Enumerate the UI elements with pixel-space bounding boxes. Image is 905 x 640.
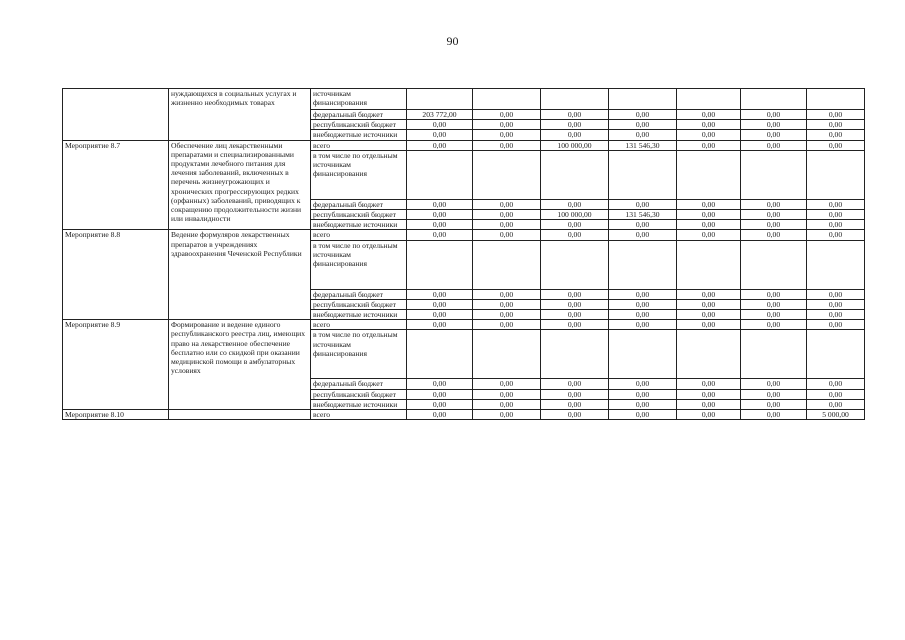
funding-source-label: внебюджетные источники: [311, 130, 407, 140]
value-cell: 0,00: [807, 199, 865, 209]
value-cell: 0,00: [609, 320, 677, 330]
value-cell: 0,00: [807, 230, 865, 240]
value-cell: 0,00: [807, 130, 865, 140]
value-cell: 0,00: [741, 320, 807, 330]
total-label: всего: [311, 230, 407, 240]
page-number: 90: [446, 34, 459, 48]
empty-cell: [807, 240, 865, 289]
value-cell: 0,00: [541, 320, 609, 330]
empty-cell: [677, 150, 741, 199]
empty-cell: [407, 150, 473, 199]
empty-cell: [407, 89, 473, 110]
value-cell: 0,00: [807, 389, 865, 399]
by-source-label: в том числе по отдельным источникам финансирования: [311, 150, 407, 199]
value-cell: 0,00: [609, 399, 677, 409]
value-cell: 0,00: [609, 110, 677, 120]
value-cell: 0,00: [677, 399, 741, 409]
value-cell: 0,00: [741, 130, 807, 140]
table-row: [63, 140, 865, 150]
value-cell: 0,00: [609, 120, 677, 130]
value-cell: 0,00: [541, 220, 609, 230]
empty-cell: [541, 240, 609, 289]
value-cell: 0,00: [407, 230, 473, 240]
measure-name: Мероприятие 8.10: [63, 410, 169, 420]
table-row: [63, 89, 865, 110]
value-cell: 0,00: [677, 410, 741, 420]
value-cell: 100 000,00: [541, 140, 609, 150]
measure-name: Мероприятие 8.8: [63, 230, 169, 320]
value-cell: 0,00: [407, 140, 473, 150]
measure-name: Мероприятие 8.7: [63, 140, 169, 230]
value-cell: 0,00: [407, 410, 473, 420]
value-cell: 0,00: [677, 120, 741, 130]
table-row: [63, 410, 865, 420]
value-cell: 0,00: [677, 199, 741, 209]
value-cell: 0,00: [473, 120, 541, 130]
funding-source-label: федеральный бюджет: [311, 289, 407, 299]
value-cell: 0,00: [609, 230, 677, 240]
value-cell: 0,00: [741, 379, 807, 389]
value-cell: 0,00: [541, 199, 609, 209]
value-cell: 0,00: [609, 310, 677, 320]
value-cell: 0,00: [541, 410, 609, 420]
measure-description: Формирование и ведение единого республиканского реестра лиц, имеющих право на лекарственное обеспечение бесплатно или со скидкой при оказании медицинской помощи в амбулаторных условиях: [169, 320, 311, 410]
value-cell: 0,00: [741, 210, 807, 220]
empty-cell: [541, 330, 609, 379]
value-cell: 0,00: [741, 289, 807, 299]
value-cell: 203 772,00: [407, 110, 473, 120]
value-cell: 0,00: [677, 320, 741, 330]
value-cell: 0,00: [473, 399, 541, 409]
value-cell: 0,00: [541, 399, 609, 409]
value-cell: 0,00: [473, 389, 541, 399]
value-cell: 0,00: [677, 299, 741, 309]
table-row: [63, 320, 865, 330]
funding-source-label: внебюджетные источники: [311, 220, 407, 230]
empty-cell: [741, 150, 807, 199]
budget-table: [62, 88, 865, 420]
value-cell: 0,00: [609, 220, 677, 230]
funding-source-label: республиканский бюджет: [311, 389, 407, 399]
table-body: [63, 89, 865, 420]
value-cell: 0,00: [807, 399, 865, 409]
funding-source-label: федеральный бюджет: [311, 199, 407, 209]
measure-description: Ведение формуляров лекарственных препаратов в учреждениях здравоохранения Чеченской Республики: [169, 230, 311, 320]
measure-description: нуждающихся в социальных услугах и жизненно необходимых товарах: [169, 89, 311, 141]
value-cell: 0,00: [407, 399, 473, 409]
value-cell: 0,00: [807, 110, 865, 120]
value-cell: 0,00: [541, 130, 609, 140]
value-cell: 0,00: [677, 230, 741, 240]
value-cell: 0,00: [541, 120, 609, 130]
value-cell: 0,00: [609, 289, 677, 299]
measure-name: Мероприятие 8.9: [63, 320, 169, 410]
empty-cell: [609, 240, 677, 289]
value-cell: 0,00: [807, 289, 865, 299]
value-cell: 0,00: [407, 299, 473, 309]
value-cell: 0,00: [473, 220, 541, 230]
value-cell: 0,00: [741, 220, 807, 230]
value-cell: 0,00: [541, 230, 609, 240]
value-cell: 0,00: [807, 140, 865, 150]
by-source-label: в том числе по отдельным источникам финансирования: [311, 330, 407, 379]
value-cell: 0,00: [473, 130, 541, 140]
value-cell: 0,00: [609, 410, 677, 420]
empty-cell: [677, 89, 741, 110]
value-cell: 0,00: [807, 210, 865, 220]
value-cell: 0,00: [407, 320, 473, 330]
value-cell: 0,00: [541, 299, 609, 309]
value-cell: 0,00: [807, 220, 865, 230]
value-cell: 131 546,30: [609, 210, 677, 220]
value-cell: 0,00: [407, 220, 473, 230]
value-cell: 0,00: [807, 120, 865, 130]
value-cell: 0,00: [741, 389, 807, 399]
value-cell: 0,00: [407, 310, 473, 320]
value-cell: 0,00: [807, 299, 865, 309]
value-cell: 0,00: [741, 310, 807, 320]
value-cell: 0,00: [741, 110, 807, 120]
value-cell: 0,00: [609, 130, 677, 140]
value-cell: 0,00: [677, 210, 741, 220]
value-cell: 0,00: [609, 199, 677, 209]
value-cell: 0,00: [677, 289, 741, 299]
value-cell: 0,00: [473, 289, 541, 299]
value-cell: 0,00: [541, 310, 609, 320]
empty-cell: [741, 330, 807, 379]
empty-cell: [407, 240, 473, 289]
measure-description: [169, 410, 311, 420]
value-cell: 0,00: [677, 220, 741, 230]
funding-source-label: федеральный бюджет: [311, 110, 407, 120]
value-cell: 0,00: [407, 379, 473, 389]
value-cell: 0,00: [473, 379, 541, 389]
total-label: всего: [311, 320, 407, 330]
value-cell: 0,00: [609, 299, 677, 309]
value-cell: 0,00: [677, 140, 741, 150]
value-cell: 0,00: [541, 379, 609, 389]
empty-cell: [609, 89, 677, 110]
value-cell: 0,00: [473, 410, 541, 420]
empty-cell: [807, 89, 865, 110]
value-cell: 0,00: [473, 230, 541, 240]
empty-cell: [407, 330, 473, 379]
empty-cell: [807, 330, 865, 379]
value-cell: 131 546,30: [609, 140, 677, 150]
empty-cell: [541, 89, 609, 110]
funding-source-label: источникам финансирования: [311, 89, 407, 110]
total-label: всего: [311, 410, 407, 420]
value-cell: 0,00: [473, 140, 541, 150]
value-cell: 100 000,00: [541, 210, 609, 220]
value-cell: 0,00: [677, 379, 741, 389]
value-cell: 0,00: [407, 389, 473, 399]
empty-cell: [473, 240, 541, 289]
value-cell: 0,00: [541, 110, 609, 120]
value-cell: 0,00: [473, 320, 541, 330]
empty-cell: [541, 150, 609, 199]
empty-cell: [609, 330, 677, 379]
value-cell: 0,00: [807, 379, 865, 389]
funding-source-label: внебюджетные источники: [311, 310, 407, 320]
value-cell: 0,00: [677, 130, 741, 140]
value-cell: 0,00: [473, 110, 541, 120]
value-cell: 0,00: [407, 210, 473, 220]
value-cell: 0,00: [609, 379, 677, 389]
funding-source-label: республиканский бюджет: [311, 299, 407, 309]
value-cell: 0,00: [407, 199, 473, 209]
value-cell: 0,00: [741, 120, 807, 130]
value-cell: 0,00: [807, 320, 865, 330]
empty-cell: [473, 89, 541, 110]
value-cell: 0,00: [677, 310, 741, 320]
value-cell: 0,00: [807, 310, 865, 320]
total-label: всего: [311, 140, 407, 150]
value-cell: 0,00: [741, 230, 807, 240]
empty-cell: [741, 89, 807, 110]
value-cell: 0,00: [407, 130, 473, 140]
value-cell: 0,00: [741, 140, 807, 150]
value-cell: 0,00: [473, 299, 541, 309]
funding-source-label: внебюджетные источники: [311, 399, 407, 409]
empty-cell: [741, 240, 807, 289]
measure-description: Обеспечение лиц лекарственными препаратами и специализированными продуктами лечебного питания для лечения заболеваний, включенных в перечень жизнеугрожающих и хронических прогрессирующих редких (орфанных) заболеваний, приводящих к сокращению продолжительности жизни или инвалидности: [169, 140, 311, 230]
value-cell: 0,00: [677, 389, 741, 399]
by-source-label: в том числе по отдельным источникам финансирования: [311, 240, 407, 289]
empty-cell: [807, 150, 865, 199]
value-cell: 5 000,00: [807, 410, 865, 420]
measure-name-cell: [63, 89, 169, 141]
funding-source-label: республиканский бюджет: [311, 210, 407, 220]
empty-cell: [677, 240, 741, 289]
empty-cell: [677, 330, 741, 379]
funding-source-label: республиканский бюджет: [311, 120, 407, 130]
value-cell: 0,00: [741, 410, 807, 420]
value-cell: 0,00: [741, 199, 807, 209]
value-cell: 0,00: [609, 389, 677, 399]
value-cell: 0,00: [541, 389, 609, 399]
empty-cell: [473, 330, 541, 379]
value-cell: 0,00: [473, 210, 541, 220]
value-cell: 0,00: [407, 120, 473, 130]
value-cell: 0,00: [541, 289, 609, 299]
empty-cell: [473, 150, 541, 199]
funding-source-label: федеральный бюджет: [311, 379, 407, 389]
empty-cell: [609, 150, 677, 199]
value-cell: 0,00: [473, 199, 541, 209]
table-row: [63, 230, 865, 240]
value-cell: 0,00: [741, 399, 807, 409]
value-cell: 0,00: [473, 310, 541, 320]
value-cell: 0,00: [741, 299, 807, 309]
value-cell: 0,00: [677, 110, 741, 120]
value-cell: 0,00: [407, 289, 473, 299]
